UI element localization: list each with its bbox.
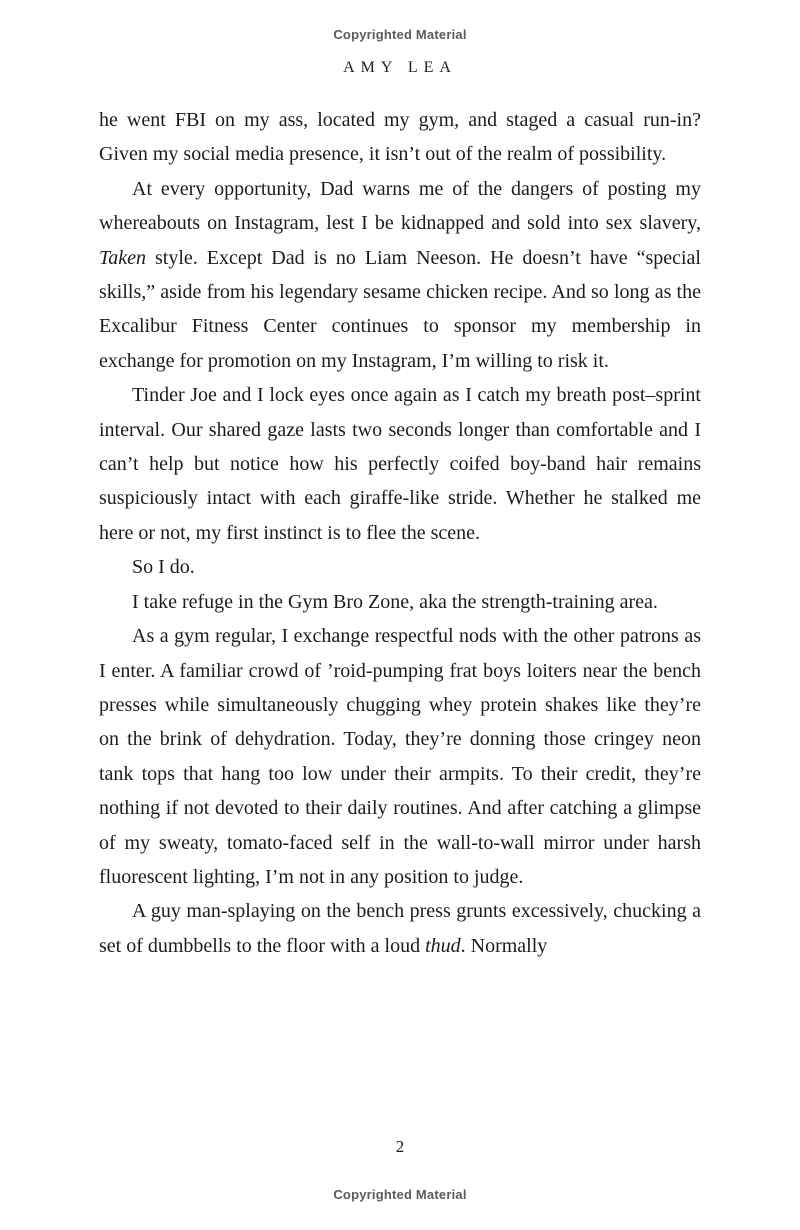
- text-run: style. Except Dad is no Liam Neeson. He doesn’t have “special skills,” aside from his legendary sesame chicken recipe. And so long as the Excalibur Fitness Center continues to sponsor my membership in exchange for promotion on my Instagram, I’m willing to risk it.: [99, 246, 701, 372]
- text-run: Tinder Joe and I lock eyes once again as I catch my breath post–sprint interval. Our shared gaze lasts two seconds longer than comfortable and I can’t help but notice how his perfectly coifed boy-band hair remains suspiciously intact with each giraffe-like stride. Whether he stalked me here or not, my first instinct is to flee the scene.: [99, 384, 701, 544]
- text-run: I take refuge in the Gym Bro Zone, aka the strength-training area.: [132, 590, 658, 613]
- body-paragraph: [99, 550, 701, 584]
- text-run: . Normally: [460, 934, 548, 957]
- bottom-copyright-watermark: Copyrighted Material: [333, 1187, 467, 1202]
- text-run: As a gym regular, I exchange respectful nods with the other patrons as I enter. A familiar crowd of ’roid-pumping frat boys loiters near the bench presses while simultaneously chugging whey protein shakes like they’re on the brink of dehydration. Today, they’re donning those cringey neon tank tops that hang too low under their armpits. To their credit, they’re nothing if not devoted to their daily routines. And after catching a glimpse of my sweaty, tomato-faced self in the wall-to-wall mirror under harsh fluorescent lighting, I’m not in any position to judge.: [99, 625, 701, 888]
- body-paragraph: [99, 378, 701, 550]
- body-paragraph: [99, 894, 701, 963]
- text-run: A guy man-splaying on the bench press grunts excessively, chucking a set of dumbbells to the floor with a loud: [99, 900, 701, 957]
- page-number: 2: [395, 1137, 405, 1156]
- top-copyright-watermark: Copyrighted Material: [333, 27, 467, 42]
- italic-text-run: Taken: [99, 246, 147, 269]
- body-paragraph: [99, 172, 701, 378]
- body-paragraph: [99, 585, 701, 619]
- body-text: [99, 103, 701, 963]
- text-run: So I do.: [132, 556, 195, 579]
- text-run: he went FBI on my ass, located my gym, and staged a casual run-in? Given my social media presence, it isn’t out of the realm of possibility.: [99, 109, 701, 166]
- text-run: At every opportunity, Dad warns me of the dangers of posting my whereabouts on Instagram, lest I be kidnapped and sold into sex slavery,: [99, 177, 701, 235]
- body-paragraph: [99, 619, 701, 894]
- body-paragraph: [99, 103, 701, 172]
- author-running-header: AMY LEA: [343, 59, 457, 76]
- italic-text-run: thud: [425, 934, 461, 957]
